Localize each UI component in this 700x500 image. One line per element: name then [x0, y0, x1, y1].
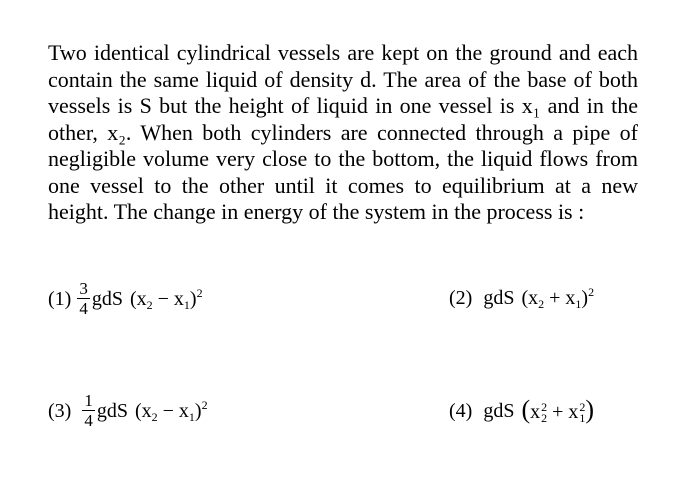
option-1-fraction	[77, 280, 90, 317]
option-3-expression: $(x_2 - x_1)^2$	[134, 397, 208, 424]
option-1-denominator: 4	[79, 299, 88, 318]
question-text: Two identical cylindrical vessels are kept on the ground and each contain the same liquid of density d. The area of the base of both vessels is S but the height of liquid in one vessel is x₁ and in the other, x₂. When both cylinders are connected through a pipe of negligible volume very close to the bottom, the liquid flows from one vessel to the other until it comes to equilibrium at a new height. The change in energy of the system in the process is :	[48, 40, 638, 224]
option-4-expression: (x 2 2 + x 2 1 )	[521, 395, 595, 426]
option-1-factor: gdS	[91, 287, 123, 310]
option-4-factor: gdS	[483, 400, 515, 423]
option-1-numerator: 3	[79, 279, 88, 298]
option-3-factor: gdS	[96, 399, 128, 422]
option-1	[48, 280, 203, 317]
option-2-expression: $(x_2 + x_1)^2$	[521, 285, 595, 311]
option-3-numerator: 1	[84, 391, 93, 410]
option-2	[449, 286, 594, 310]
option-3	[48, 392, 208, 429]
option-4	[449, 395, 595, 426]
option-2-label: (2)	[449, 287, 473, 309]
option-1-label: (1)	[48, 287, 72, 310]
option-3-denominator: 4	[84, 411, 93, 430]
option-3-label: (3)	[48, 399, 72, 422]
option-4-label: (4)	[449, 400, 473, 423]
option-2-factor: gdS	[483, 287, 515, 309]
option-3-fraction	[82, 392, 95, 429]
option-4-term-a-indices: 2 2	[541, 400, 548, 426]
option-1-expression: $(x_2 - x_1)^2$	[129, 285, 203, 312]
option-4-term-b-indices: 2 1	[579, 400, 586, 426]
